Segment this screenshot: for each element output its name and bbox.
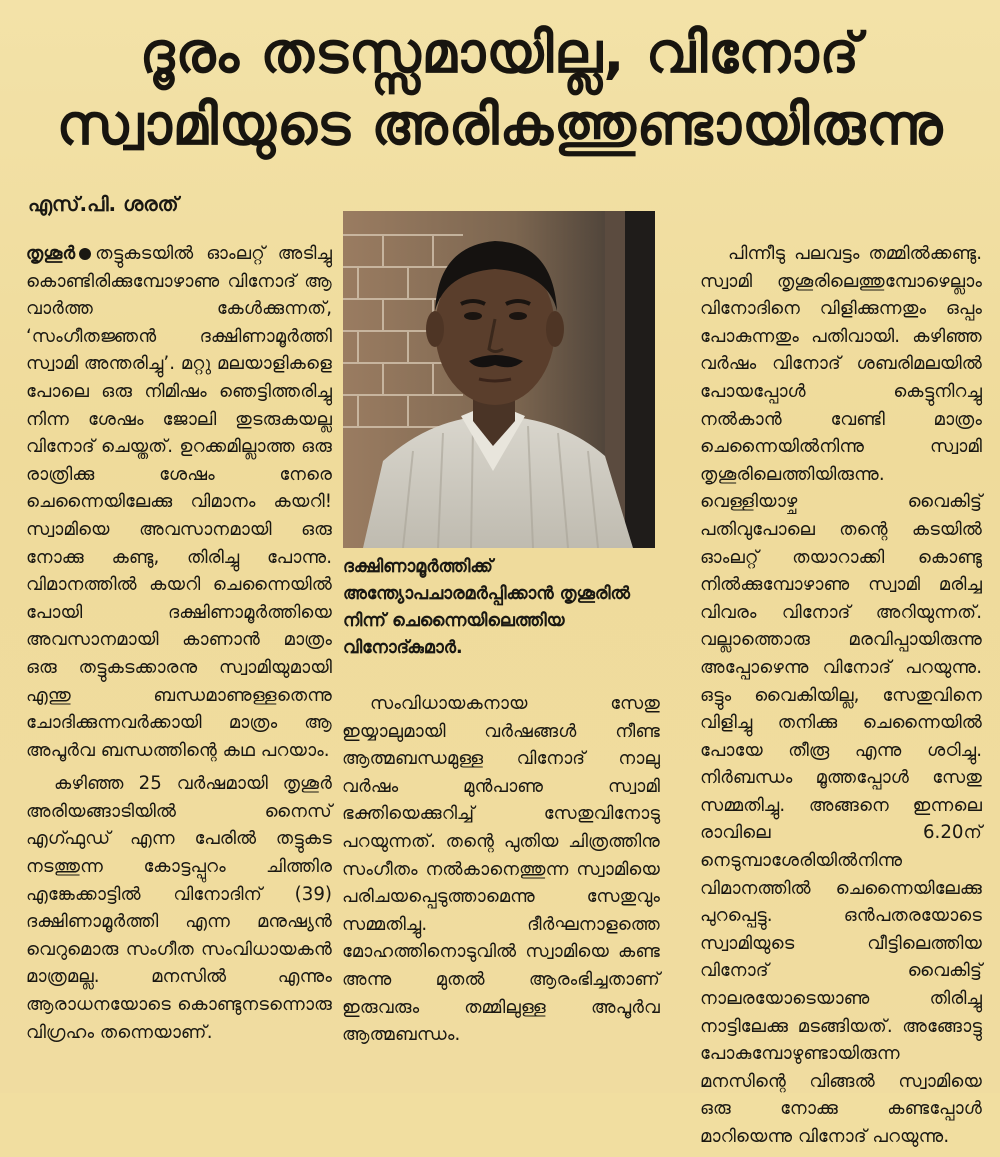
dateline: തൃശൂർ [26,243,76,264]
bullet-icon [79,248,91,260]
portrait-illustration [343,211,655,548]
headline-line-2: സ്വാമിയുടെ അരികത്തുണ്ടായിരുന്നു [56,93,944,158]
paragraph-3: സംവിധായകനായ സേതു ഇയ്യാലുമായി വർഷങ്ങൾ നീണ്ട ആത്മബന്ധമുള്ള വിനോദ് നാലു വർഷം മുൻപാണു സ്വാമി ഭക്തിയെക്കുറിച്ച് സേതുവിനോടു പറയുന്നത്. തന്റെ പുതിയ ചിത്രത്തിനു സംഗീതം നൽകാനെത്തുന്ന സ്വാമിയെ പരിചയപ്പെടുത്താമെന്നു സേതുവും സമ്മതിച്ചു. ദീർഘനാളത്തെ മോഹത്തിനൊടുവിൽ സ്വാമിയെ കണ്ട അന്നു മുതൽ ആരംഭിച്ചതാണ് ഇരുവരും തമ്മിലുള്ള അപൂർവ ആത്മബന്ധം. [342,693,660,1046]
portrait-photo [343,211,655,548]
paragraph-4: പിന്നീടു പലവട്ടം തമ്മിൽക്കണ്ടു. സ്വാമി തൃശൂരിലെത്തുമ്പോഴെല്ലാം വിനോദിനെ വിളിക്കുന്നതും ഒപ്പം പോകുന്നതും പതിവായി. കഴിഞ്ഞ വർഷം വിനോദ് ശബരിമലയിൽ പോയപ്പോൾ കെട്ടുനിറച്ചു നൽകാൻ വേണ്ടി മാത്രം ചെന്നൈയിൽനിന്നു സ്വാമി തൃശൂരിലെത്തിയിരുന്നു. വെള്ളിയാഴ്ച വൈകിട്ട് പതിവുപോലെ തന്റെ കടയിൽ ഓംലറ്റ് തയാറാക്കി കൊണ്ടു നിൽക്കുമ്പോഴാണു സ്വാമി മരിച്ച വിവരം വിനോദ് അറിയുന്നത്. വല്ലാത്തൊരു മരവിപ്പായിരുന്നു അപ്പോഴെന്നു വിനോദ് പറയുന്നു. ഒട്ടും വൈകിയില്ല, സേതുവിനെ വിളിച്ചു തനിക്കു ചെന്നൈയിൽ പോയേ തീരൂ എന്നു ശഠിച്ചു. നിർബന്ധം മൂത്തപ്പോൾ സേതു സമ്മതിച്ചു. അങ്ങനെ ഇന്നലെ രാവിലെ 6.20ന് നെടുമ്പാശേരിയിൽനിന്നു വിമാനത്തിൽ ചെന്നൈയിലേക്കു പുറപ്പെട്ടു. ഒൻപതരയോടെ സ്വാമിയുടെ വീട്ടിലെത്തിയ വിനോദ് വൈകിട്ട് നാലരയോടെയാണു തിരിച്ചു നാട്ടിലേക്കു മടങ്ങിയത്. അങ്ങോട്ടു പോകുമ്പോഴുണ്ടായിരുന്ന മനസിന്റെ വിങ്ങൽ സ്വാമിയെ ഒരു നോക്കു കണ്ടപ്പോൾ മാറിയെന്നു വിനോദ് പറയുന്നു. [700,243,982,1147]
article-column-2 [342,690,660,1055]
paragraph-1 [26,240,332,764]
article-column-1 [26,240,332,1052]
article-column-3 [700,240,982,1157]
photo-caption: ദക്ഷിണാമൂർത്തിക്ക് അന്ത്യോപചാരമർപ്പിക്കാൻ തൃശൂരിൽ നിന്ന് ചെന്നൈയിലെത്തിയ വിനോദ്കുമാർ. [343,557,631,658]
paragraph-1-text: തട്ടുകടയിൽ ഓംലറ്റ് അടിച്ചു കൊണ്ടിരിക്കുമ്പോഴാണു വിനോദ് ആ വാർത്ത കേൾക്കുന്നത്, ‘സംഗീതജ്ഞൻ ദക്ഷിണാമൂർത്തി സ്വാമി അന്തരിച്ചു’. മറ്റു മലയാളികളെ പോലെ ഒരു നിമിഷം ഞെട്ടിത്തരിച്ചു നിന്ന ശേഷം ജോലി തുടരുകയല്ല വിനോദ് ചെയ്തത്. ഉറക്കമില്ലാത്ത ഒരു രാത്രിക്കു ശേഷം നേരെ ചെന്നൈയിലേക്കു വിമാനം കയറി! സ്വാമിയെ അവസാനമായി ഒരു നോക്കു കണ്ടു, തിരിച്ചു പോന്നു. വിമാനത്തിൽ കയറി ചെന്നൈയിൽ പോയി ദക്ഷിണാമൂർത്തിയെ അവസാനമായി കാണാൻ മാത്രം ഒരു തട്ടുകടക്കാരനു സ്വാമിയുമായി എന്തു ബന്ധമാണുള്ളതെന്നു ചോദിക്കുന്നവർക്കായി മാത്രം ആ അപൂർവ ബന്ധത്തിന്റെ കഥ പറയാം. [26,243,332,761]
headline [0,18,1000,162]
headline-line-1: ദൂരം തടസ്സമായില്ല, വിനോദ് [139,21,861,86]
paragraph-2: കഴിഞ്ഞ 25 വർഷമായി തൃശൂർ അരിയങ്ങാടിയിൽ നൈസ് എഗ്ഫുഡ് എന്ന പേരിൽ തട്ടുകട നടത്തുന്ന കോട്ടപ്പുറം ചിത്തിര എങ്കേക്കാട്ടിൽ വിനോദിന് (39) ദക്ഷിണാമൂർത്തി എന്ന മനുഷ്യൻ വെറുമൊരു സംഗീത സംവിധായകൻ മാത്രമല്ല. മനസിൽ എന്നും ആരാധനയോടെ കൊണ്ടുനടന്നൊരു വിഗ്രഹം തന്നെയാണ്. [26,773,332,1043]
byline: എസ്.പി. ശരത് [28,192,179,216]
